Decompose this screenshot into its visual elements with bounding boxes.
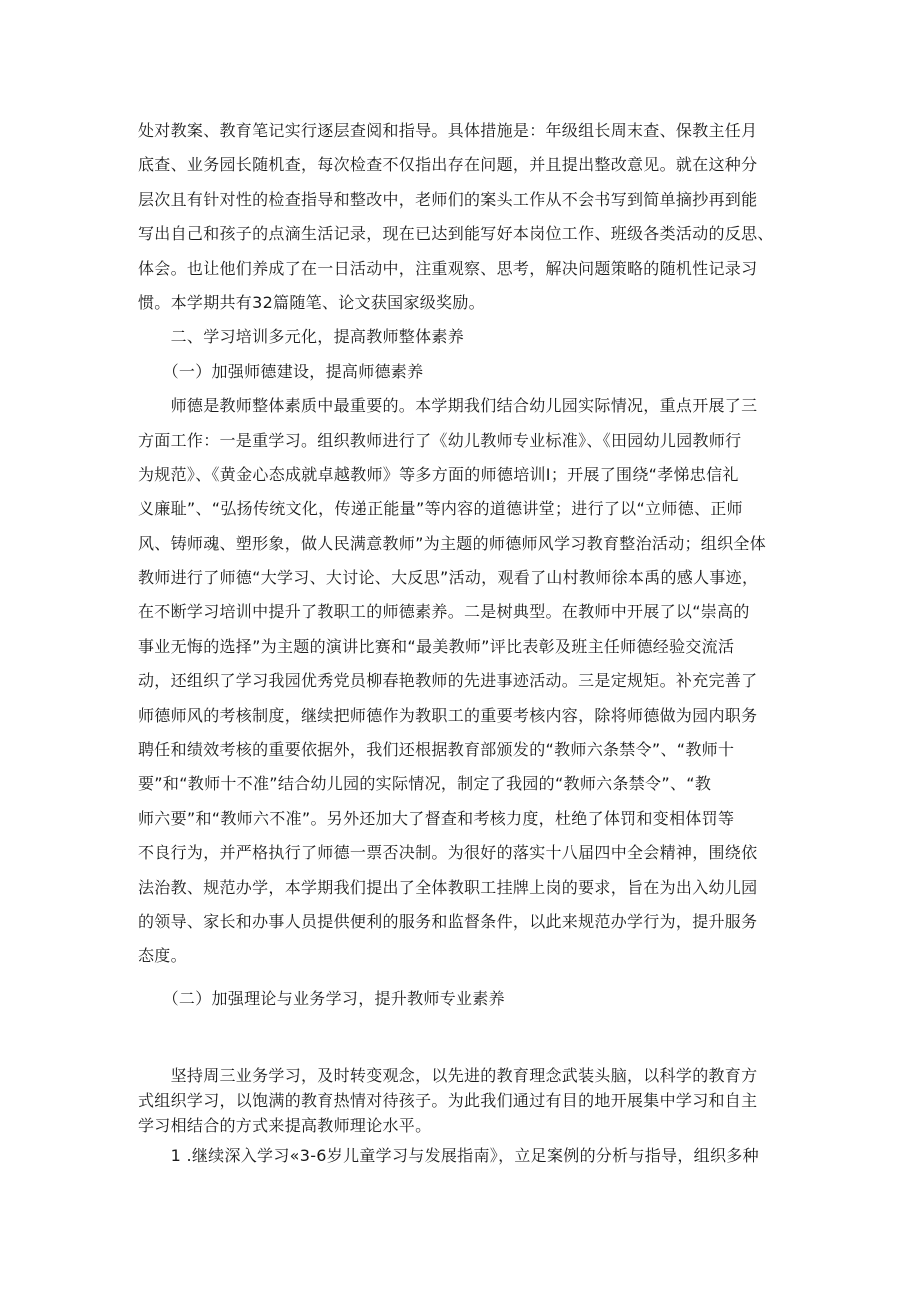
text-line: 体会。也让他们养成了在一日活动中，注重观察、思考，解决问题策略的随机性记录习 — [138, 258, 758, 278]
text-line: 式组织学习，以饱满的教育热情对待孩子。为此我们通过有目的地开展集中学习和自主 — [138, 1091, 758, 1111]
text-line: 教师进行了师德“大学习、大讨论、大反思”活动，观看了山村教师徐本禹的感人事迹， — [138, 568, 759, 588]
list-item: 1 .继续深入学习«3-6岁儿童学习与发展指南》，立足案例的分析与指导，组织多种 — [138, 1146, 759, 1165]
text-line: 事业无悔的选择”为主题的演讲比赛和“最美教师”评比表彰及班主任师德经验交流活 — [138, 636, 735, 656]
text-line: 法治教、规范办学，本学期我们提出了全体教职工挂牌上岗的要求，旨在为出入幼儿园 — [138, 877, 758, 897]
text-line: 方面工作：一是重学习。组织教师进行了《幼儿教师专业标准》、《田园幼儿园教师行 — [138, 430, 742, 450]
text-line: 底查、业务园长随机查，每次检查不仅指出存在问题，并且提出整改意见。就在这种分 — [138, 155, 758, 175]
text-line: 写出自己和孩子的点滴生活记录，现在已达到能写好本岗位工作、班级各类活动的反思、 — [138, 224, 774, 244]
text-line: 师六要”和“教师六不准”。另外还加大了督查和考核力度，杜绝了体罚和变相体罚等 — [138, 808, 735, 828]
body-text-main — [138, 114, 788, 1016]
subsection-heading: （二）加强理论与业务学习，提升教师专业素养 — [138, 988, 505, 1008]
text-line: 师德是教师整体素质中最重要的。本学期我们结合幼儿园实际情况，重点开展了三 — [138, 396, 758, 416]
subsection-heading: （一）加强师德建设，提高师德素养 — [138, 361, 424, 381]
section-heading: 二、学习培训多元化，提高教师整体素养 — [138, 327, 465, 347]
text-line: 的领导、家长和办事人员提供便利的服务和监督条件，以此来规范办学行为，提升服务 — [138, 911, 758, 931]
text-line: 态度。 — [138, 946, 187, 966]
text-line: 要”和“教师十不准”结合幼儿园的实际情况，制定了我园的“教师六条禁令”、“教 — [138, 774, 712, 794]
text-line: 在不断学习培训中提升了教职工的师德素养。二是树典型。在教师中开展了以“崇高的 — [138, 602, 750, 622]
text-line: 层次且有针对性的检查指导和整改中，老师们的案头工作从不会书写到简单摘抄再到能 — [138, 189, 758, 209]
text-line: 为规范》、《黄金心态成就卓越教师》等多方面的师德培训I；开展了围绕“孝悌忠信礼 — [138, 464, 739, 484]
text-line: 师德师风的考核制度，继续把师德作为教职工的重要考核内容，除将师德做为园内职务 — [138, 705, 758, 725]
text-line: 学习相结合的方式来提高教师理论水平。 — [138, 1116, 432, 1136]
text-line: 处对教案、教育笔记实行逐层查阅和指导。具体措施是：年级组长周末查、保教主任月 — [138, 121, 758, 140]
text-line: 风、铸师魂、塑形象，做人民满意教师”为主题的师德师风学习教育整治活动；组织全体 — [138, 533, 766, 553]
text-line: 不良行为，并严格执行了师德一票否决制。为很好的落实十八届四中全会精神，围绕依 — [138, 843, 758, 863]
text-line: 义廉耻”、“弘扬传统文化，传递正能量”等内容的道德讲堂；进行了以“立师德、正师 — [138, 499, 743, 519]
text-line: 坚持周三业务学习，及时转变观念，以先进的教育理念武装头脑，以科学的教育方 — [138, 1066, 758, 1085]
text-line: 聘任和绩效考核的重要依据外，我们还根据教育部颁发的“教师六条禁令”、“教师十 — [138, 740, 735, 760]
body-text-item — [138, 1139, 788, 1173]
text-line: 动，还组织了学习我园优秀党员柳春艳教师的先进事迹活动。三是定规矩。补充完善了 — [138, 671, 758, 691]
text-line: 惯。本学期共有32篇随笔、论文获国家级奖励。 — [138, 292, 485, 312]
body-text-study — [138, 1063, 788, 1139]
